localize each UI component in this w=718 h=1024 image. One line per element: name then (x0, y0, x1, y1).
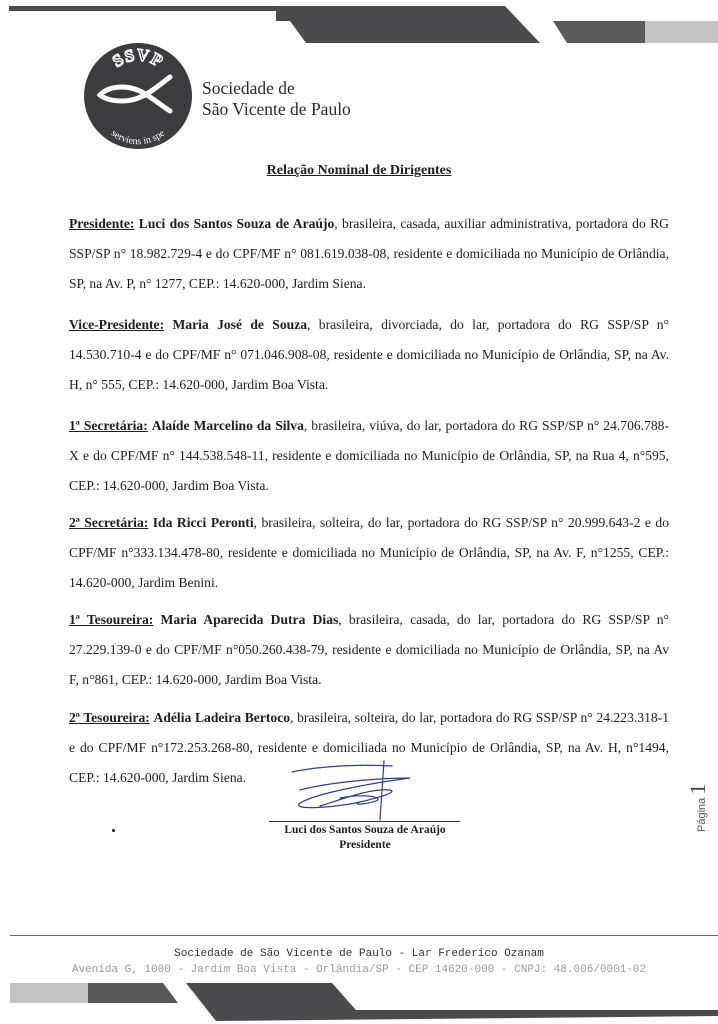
entry-name: Luci dos Santos Souza de Araújo (138, 216, 335, 231)
footer-stripe-dark (186, 983, 718, 1021)
entry-second-secretary (69, 508, 669, 598)
entry-role: Presidente: (69, 216, 135, 231)
entry-name: Ida Ricci Peronti (152, 515, 254, 530)
header-stripe-mid (553, 21, 645, 43)
organization-name-line1: Sociedade de (202, 78, 295, 98)
entry-text: , brasileira, divorciada, do lar, portadora do RG SSP/SP n° 14.530.710-4 e do CPF/MF n° 071.046.908-08, residente e domiciliada no Município de Orlândia, SP, na Av. H, n° 555, CEP.: 14.620-000, Jardim Boa Vista. (69, 317, 669, 392)
footer-divider (10, 935, 718, 936)
entry-text: , brasileira, viúva, do lar, portadora do RG SSP/SP n° 24.706.788-X e do CPF/MF n° 144.538.548-11, residente e domiciliada no Município de Orlândia, SP, na Rua 4, n°595, CEP.: 14.620-000, Jardim Boa Vista. (69, 418, 669, 493)
entry-president (69, 209, 669, 299)
entry-role: 1ª Secretária: (69, 418, 148, 433)
ssvp-logo (84, 43, 192, 149)
page-number: 1 (685, 783, 710, 795)
organization-name-line2: São Vicente de Paulo (202, 99, 351, 119)
header-stripe-light (645, 21, 718, 43)
organization-name (202, 78, 351, 120)
entry-role: Vice-Presidente: (69, 317, 165, 332)
entry-name: Adélia Ladeira Bertoco (153, 710, 291, 725)
handwritten-signature (280, 760, 430, 825)
entry-first-treasurer (69, 605, 669, 695)
footer-address: Avenida G, 1000 - Jardim Boa Vista - Orlândia/SP - CEP 14620-000 - CNPJ: 48.006/0001-02 (71, 964, 647, 976)
entry-text: , brasileira, casada, auxiliar administrativa, portadora do RG SSP/SP n° 18.982.729-4 e do CPF/MF n° 081.619.038-08, residente e domiciliada no Município de Orlândia, SP, na Av. P, n° 1277, CEP.: 14.620-000, Jardim Siena. (69, 216, 669, 291)
document-title: Relação Nominal de Dirigentes (266, 163, 452, 178)
footer-stripe-light (10, 983, 88, 1003)
stray-mark (112, 829, 115, 832)
signature-line (269, 821, 460, 822)
entry-text: , brasileira, solteira, do lar, portadora do RG SSP/SP n° 20.999.643-2 e do CPF/MF n°333.134.478-80, residente e domiciliada no Município de Orlândia, SP, na Av. F, n°1255, CEP.: 14.620-000, Jardim Benini. (69, 515, 669, 590)
signatory-role: Presidente (339, 839, 391, 851)
page-label: Página (696, 797, 708, 832)
ichthys-fish-icon (100, 77, 170, 111)
footer-stripe-mid (88, 983, 178, 1003)
entry-text: , brasileira, casada, do lar, portadora do RG SSP/SP n° 27.229.139-0 e do CPF/MF n°050.260.438-79, residente e domiciliada no Município de Orlândia, SP, na Av F, n°861, CEP.: 14.620-000, Jardim Boa Vista. (69, 612, 669, 687)
entry-role: 2ª Secretária: (69, 515, 149, 530)
logo-motto: serviens in spe (108, 127, 168, 148)
header-stripe-dark (276, 6, 540, 43)
entry-name: Maria José de Souza (172, 317, 308, 332)
header-stripe-line (9, 6, 279, 11)
entry-vice-president (69, 310, 669, 400)
entry-text: , brasileira, solteira, do lar, portadora do RG SSP/SP n° 24.223.318-1 e do CPF/MF n°172.253.268-80, residente e domiciliada no Município de Orlândia, SP, na Av. H, n°1494, CEP.: 14.620-000, Jardim Siena. (69, 710, 669, 785)
entry-first-secretary (69, 411, 669, 501)
footer-organization: Sociedade de São Vicente de Paulo - Lar Frederico Ozanam (174, 948, 544, 960)
signatory-name: Luci dos Santos Souza de Araújo (284, 824, 446, 836)
entry-role: 1ª Tesoureira: (69, 612, 154, 627)
entry-name: Maria Aparecida Dutra Dias (160, 612, 339, 627)
entry-role: 2ª Tesoureira: (69, 710, 150, 725)
page-indicator (685, 784, 711, 832)
entry-name: Alaíde Marcelino da Silva (151, 418, 304, 433)
logo-acronym: SSVP (109, 45, 167, 72)
